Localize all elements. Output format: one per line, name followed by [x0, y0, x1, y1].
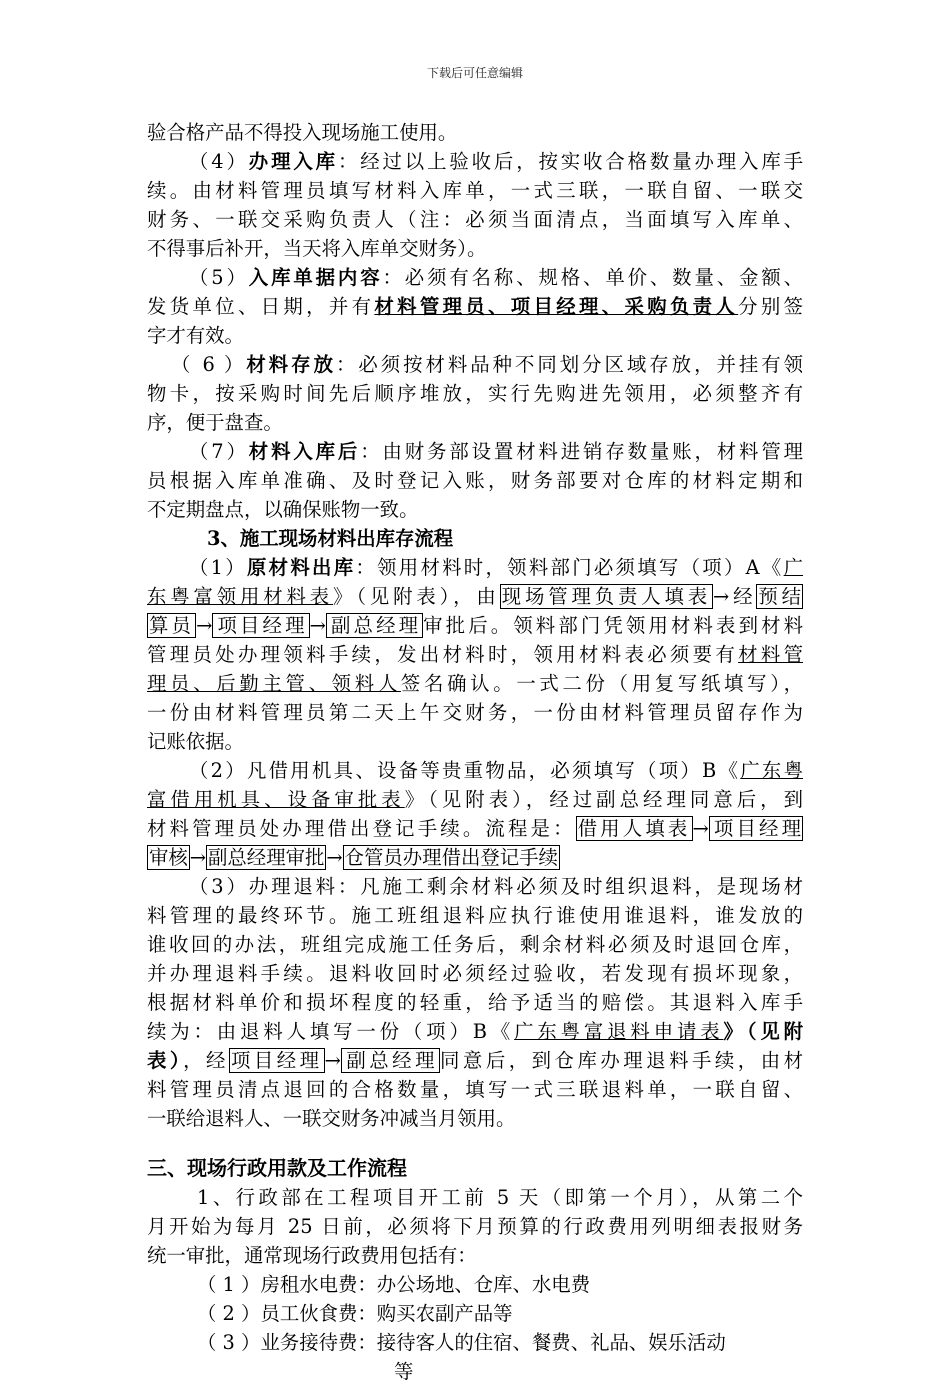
list-item-continuation: 等 — [394, 1360, 414, 1383]
text-run: ：必须按材料品种不同划分区域存放，并挂有领 — [335, 353, 803, 376]
item-title: 入库单据内容 — [248, 266, 383, 289]
section-heading: 三、现场行政用款及工作流程 — [147, 1156, 407, 1180]
paragraph-line: 料管理员清点退回的合格数量，填写一式三联退料单，一联自留、 — [147, 1078, 803, 1101]
text-run: ：领用材料时，领料部门必须填写（项）A《 — [355, 556, 784, 579]
paragraph-line: 记账依据。 — [147, 730, 244, 753]
item-number: （7） — [189, 440, 249, 463]
paragraph-line: 续。由材料管理员填写材料入库单，一式三联，一联自留、一联交 — [147, 179, 803, 202]
paragraph-line: （3）办理退料：凡施工剩余材料必须及时组织退料，是现场材 — [189, 875, 803, 898]
underlined-signers: 材料管理员、项目经理、采购负责人 — [374, 295, 739, 318]
item-title: 原材料出库 — [247, 556, 356, 579]
form-name: 东粤富领用材料表 — [147, 585, 334, 608]
paragraph-line: 财务、一联交采购负责人（注：必须当面清点，当面填写入库单、 — [147, 208, 803, 231]
paragraph-line: 序，便于盘查。 — [147, 411, 283, 434]
text-run: →经 — [712, 585, 757, 608]
text-run: ：必须有名称、规格、单价、数量、金额、 — [382, 266, 803, 289]
paragraph-line — [147, 553, 803, 582]
flow-arrow: → — [189, 846, 207, 869]
flow-step-box: 副总经理 — [327, 614, 422, 637]
text-run: （2）凡借用机具、设备等贵重物品，必须填写（项）B《 — [189, 759, 741, 782]
flow-step-box: 项目经理 — [214, 614, 308, 637]
flow-step-box: 仓管员办理借出登记手续 — [344, 846, 558, 869]
paragraph-line: 料管理的最终环节。施工班组退料应执行谁使用谁退料，谁发放的 — [147, 904, 803, 927]
flow-arrow: → — [326, 846, 343, 869]
paragraph-line — [147, 350, 803, 379]
flow-step-box: 预结 — [758, 585, 802, 608]
paragraph-line: 物卡，按采购时间先后顺序堆放，实行先购进先领用，必须整齐有 — [147, 382, 803, 405]
paragraph-line — [147, 147, 803, 176]
item-number: （4） — [189, 150, 249, 173]
spacer — [147, 1133, 803, 1154]
text-run: 同意后，到仓库办理退料手续，由材 — [440, 1049, 803, 1072]
item-number: （1） — [189, 556, 247, 579]
text-run: 》（见附表），经过副总经理同意后，到 — [404, 788, 803, 811]
paragraph-line — [147, 785, 803, 814]
item-number: （ 6 ） — [171, 353, 247, 376]
paragraph-line — [147, 292, 803, 321]
paragraph-line — [147, 756, 803, 785]
form-name: 广东粤 — [740, 759, 803, 782]
paragraph-line: 谁收回的办法，班组完成施工任务后，剩余材料必须及时退回仓库， — [147, 933, 803, 956]
flow-step-box: 副总经理 — [342, 1049, 438, 1072]
paragraph-line: 字才有效。 — [147, 324, 244, 347]
section-subtitle: 3、施工现场材料出库存流程 — [207, 527, 454, 550]
page-header: 下载后可任意编辑 — [426, 66, 523, 80]
form-name: 广东粤富退料申请表 — [514, 1020, 724, 1043]
list-item: （ 2 ）员工伙食费：购买农副产品等 — [197, 1302, 513, 1325]
form-name: 富借用机具、设备审批表 — [147, 788, 405, 811]
text-run: ：经过以上验收后，按实收合格数量办理入库手 — [337, 150, 803, 173]
text-run: 发货单位、日期，并有 — [147, 295, 375, 318]
document-body — [147, 118, 803, 1386]
text-run: 表） — [147, 1049, 184, 1072]
paragraph-line: 1、行政部在工程项目开工前 5 天（即第一个月），从第二个 — [197, 1186, 803, 1209]
item-title: 办理入库 — [248, 150, 338, 173]
paragraph-line — [147, 814, 803, 843]
underlined-signers: 材料管 — [738, 643, 803, 666]
flow-step-box: 现场管理负责人填表 — [501, 585, 711, 608]
paragraph-line: 不定期盘点，以确保账物一致。 — [147, 498, 419, 521]
flow-step-box: 项目经理 — [710, 817, 801, 840]
flow-arrow: → — [324, 1049, 341, 1072]
text-run: 》（见附表），由 — [333, 585, 500, 608]
text-run: 审批后。领料部门凭领用材料表到材料 — [423, 614, 803, 637]
text-run: 签名确认。一式二份（用复写纸填写）， — [400, 672, 803, 695]
paragraph-line: 并办理退料手续。退料收回时必须经过验收，若发现有损坏现象， — [147, 962, 803, 985]
paragraph-line: 一联给退料人、一联交财务冲减当月领用。 — [147, 1107, 516, 1130]
item-number: （5） — [189, 266, 249, 289]
underlined-signers: 理员、后勤主管、领料人 — [147, 672, 401, 695]
paragraph-line — [147, 263, 803, 292]
flow-step-box: 项目经理 — [230, 1049, 323, 1072]
paragraph-line: 一份由材料管理员第二天上午交财务，一份由材料管理员留存作为 — [147, 701, 803, 724]
paragraph-line — [147, 1046, 803, 1075]
text-run: 续为：由退料人填写一份（项）B《 — [147, 1020, 515, 1043]
paragraph-line: 验合格产品不得投入现场施工使用。 — [147, 121, 458, 144]
text-run: ：由财务部设置材料进销存数量账，材料管理 — [360, 440, 803, 463]
item-title: 材料存放 — [246, 353, 336, 376]
paragraph-line: 根据材料单价和损坏程度的轻重，给予适当的赔偿。其退料入库手 — [147, 991, 803, 1014]
paragraph-line: 月开始为每月 25 日前，必须将下月预算的行政费用列明细表报财务 — [147, 1215, 803, 1238]
text-run: 》（见附 — [723, 1020, 803, 1043]
text-run: 管理员处办理领料手续，发出材料时，领用材料表必须要有 — [147, 643, 739, 666]
flow-arrow: → — [692, 817, 709, 840]
list-item: （ 3 ）业务接待费：接待客人的住宿、餐费、礼品、娱乐活动 — [197, 1331, 726, 1354]
form-name: 广 — [783, 556, 803, 579]
text-run: 分别签 — [738, 295, 803, 318]
flow-arrow: → — [309, 614, 326, 637]
text-run: ，经 — [183, 1049, 229, 1072]
item-title: 材料入库后 — [248, 440, 361, 463]
paragraph-line: 统一审批，通常现场行政费用包括有： — [147, 1244, 477, 1267]
paragraph-line: 不得事后补开，当天将入库单交财务）。 — [147, 237, 487, 260]
flow-step-box: 借用人填表 — [577, 817, 691, 840]
text-run: 材料管理员处办理借出登记手续。流程是： — [147, 817, 576, 840]
paragraph-line — [147, 1017, 803, 1046]
paragraph-line — [147, 437, 803, 466]
flow-arrow: → — [196, 614, 213, 637]
paragraph-line — [147, 611, 803, 640]
paragraph-line — [147, 843, 803, 872]
list-item: （ 1 ）房租水电费：办公场地、仓库、水电费 — [197, 1273, 591, 1296]
flow-step-box: 审核 — [149, 846, 188, 869]
paragraph-line — [147, 582, 803, 611]
paragraph-line — [147, 669, 803, 698]
paragraph-line: 员根据入库单准确、及时登记入账，财务部要对仓库的材料定期和 — [147, 469, 803, 492]
flow-step-box: 副总经理审批 — [208, 846, 325, 869]
flow-step-box: 算员 — [149, 614, 195, 637]
paragraph-line — [147, 640, 803, 669]
